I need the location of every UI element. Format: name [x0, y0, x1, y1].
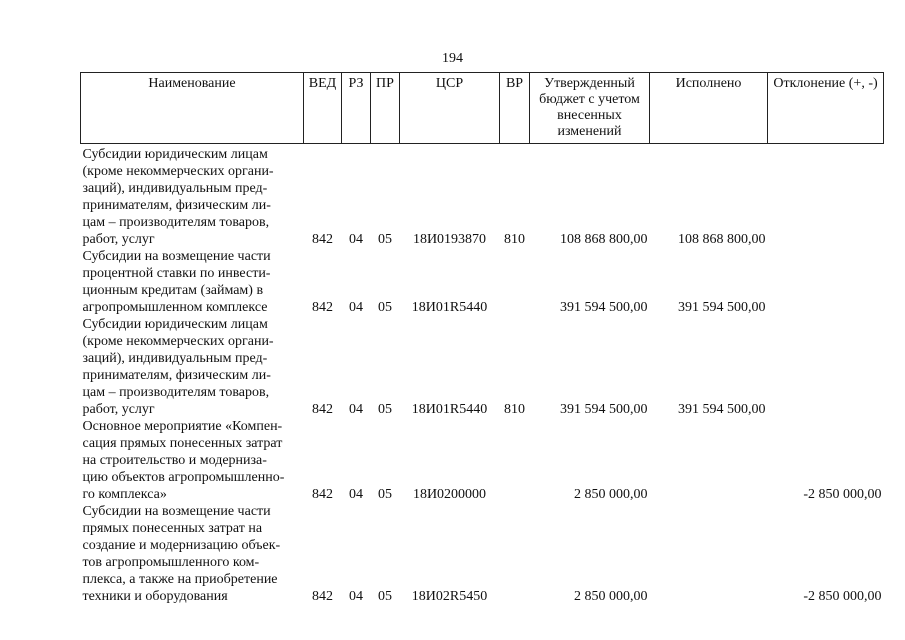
- row-deviation: -2 850 000,00: [803, 487, 882, 502]
- row-csr: 18И01R5440: [411, 402, 488, 417]
- row-name-line: го комплекса»: [82, 487, 167, 502]
- row-name-line: работ, услуг: [82, 232, 155, 247]
- row-name-line: плекса, а также на приобретение: [82, 572, 278, 587]
- header-ved: ВЕД: [304, 73, 342, 144]
- row-name: [81, 503, 304, 605]
- row-name-line: сация прямых понесенных затрат: [82, 436, 283, 451]
- row-deviation: [768, 146, 884, 248]
- row-executed: 391 594 500,00: [678, 402, 766, 417]
- row-name-line: Субсидии юридическим лицам: [82, 317, 268, 332]
- table-row: [81, 316, 884, 418]
- header-csr: ЦСР: [400, 73, 500, 144]
- table-row: [81, 503, 884, 605]
- row-rz: 04: [349, 589, 363, 604]
- row-vr: 810: [504, 232, 525, 247]
- row-name-line: ционным кредитам (займам) в: [82, 283, 264, 298]
- row-deviation: [768, 316, 884, 418]
- header-deviation: Отклонение (+, -): [768, 73, 884, 144]
- row-approved: 2 850 000,00: [574, 487, 648, 502]
- row-pr: 05: [378, 589, 392, 604]
- row-name: [81, 146, 304, 248]
- row-deviation: [768, 248, 884, 316]
- row-vr: [500, 503, 530, 605]
- row-ved: 842: [312, 487, 333, 502]
- row-pr: 05: [378, 487, 392, 502]
- row-name-line: на строительство и модерниза-: [82, 453, 267, 468]
- row-name: [81, 316, 304, 418]
- row-name-line: цам – производителям товаров,: [82, 385, 270, 400]
- row-executed: [650, 503, 768, 605]
- header-approved: Утвержденный бюджет с учетом внесенных изменений: [530, 73, 650, 144]
- row-name-line: Основное мероприятие «Компен-: [82, 419, 283, 434]
- row-rz: 04: [349, 232, 363, 247]
- row-csr: 18И01R5440: [411, 300, 488, 315]
- row-approved: 391 594 500,00: [560, 300, 648, 315]
- table-row: [81, 146, 884, 248]
- row-name-line: Субсидии юридическим лицам: [82, 147, 268, 162]
- table-body: [81, 144, 884, 606]
- row-name-line: принимателям, физическим ли-: [82, 368, 271, 383]
- header-pr: ПР: [371, 73, 400, 144]
- table-header-row: [81, 73, 884, 144]
- row-csr: 18И0200000: [412, 487, 487, 502]
- table-row: [81, 248, 884, 316]
- row-name-line: (кроме некоммерческих органи-: [82, 164, 274, 179]
- row-name-line: заций), индивидуальным пред-: [82, 351, 268, 366]
- header-vr: ВР: [500, 73, 530, 144]
- row-rz: 04: [349, 402, 363, 417]
- row-ved: 842: [312, 589, 333, 604]
- row-name-line: процентной ставки по инвести-: [82, 266, 271, 281]
- row-rz: 04: [349, 300, 363, 315]
- row-name-line: принимателям, физическим ли-: [82, 198, 271, 213]
- row-executed: 391 594 500,00: [678, 300, 766, 315]
- row-csr: 18И02R5450: [411, 589, 488, 604]
- row-name-line: прямых понесенных затрат на: [82, 521, 263, 536]
- row-name-line: (кроме некоммерческих органи-: [82, 334, 274, 349]
- row-rz: 04: [349, 487, 363, 502]
- row-name-line: агропромышленном комплексе: [82, 300, 268, 315]
- row-approved: 2 850 000,00: [574, 589, 648, 604]
- row-name-line: работ, услуг: [82, 402, 155, 417]
- header-name: Наименование: [81, 73, 304, 144]
- row-csr: 18И0193870: [412, 232, 487, 247]
- row-pr: 05: [378, 232, 392, 247]
- row-executed: [650, 418, 768, 503]
- row-ved: 842: [312, 232, 333, 247]
- row-approved: 108 868 800,00: [560, 232, 648, 247]
- row-name-line: Субсидии на возмещение части: [82, 504, 271, 519]
- row-name: [81, 248, 304, 316]
- row-name-line: создание и модернизацию объек-: [82, 538, 281, 553]
- page-number: 194: [442, 51, 463, 66]
- row-ved: 842: [312, 402, 333, 417]
- row-name-line: техники и оборудования: [82, 589, 228, 604]
- header-executed: Исполнено: [650, 73, 768, 144]
- row-pr: 05: [378, 402, 392, 417]
- header-rz: РЗ: [342, 73, 371, 144]
- row-deviation: -2 850 000,00: [803, 589, 882, 604]
- table-row: [81, 418, 884, 503]
- row-name-line: тов агропромышленного ком-: [82, 555, 260, 570]
- row-name: [81, 418, 304, 503]
- row-name-line: цию объектов агропромышленно-: [82, 470, 285, 485]
- row-name-line: цам – производителям товаров,: [82, 215, 270, 230]
- row-approved: 391 594 500,00: [560, 402, 648, 417]
- budget-table: [80, 72, 884, 605]
- row-vr: [500, 418, 530, 503]
- row-ved: 842: [312, 300, 333, 315]
- row-executed: 108 868 800,00: [678, 232, 766, 247]
- row-name-line: Субсидии на возмещение части: [82, 249, 271, 264]
- row-pr: 05: [378, 300, 392, 315]
- row-vr: 810: [504, 402, 525, 417]
- row-name-line: заций), индивидуальным пред-: [82, 181, 268, 196]
- row-vr: [500, 248, 530, 316]
